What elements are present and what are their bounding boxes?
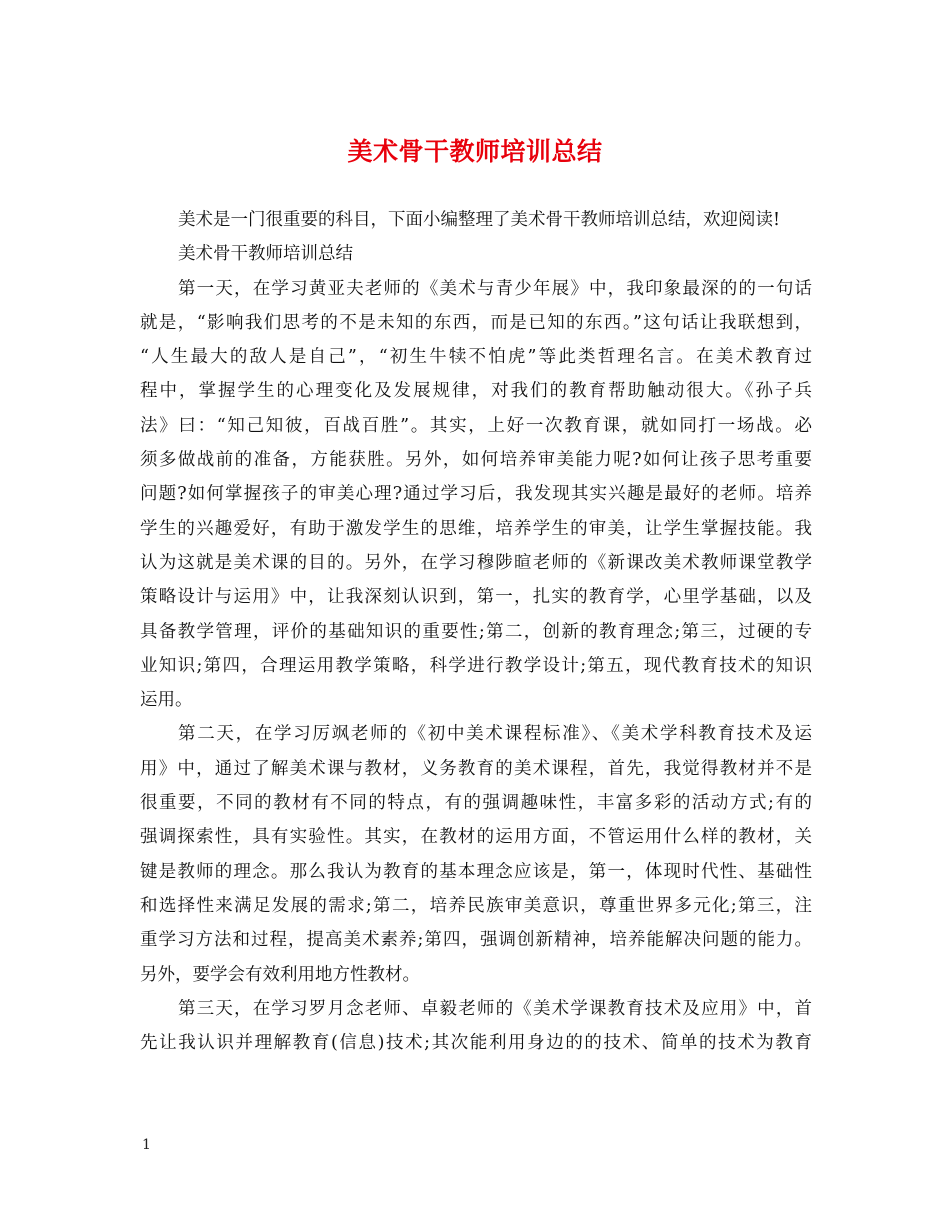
text-line: 认为这就是美术课的目的。另外，在学习穆陟暄老师的《新课改美术教师课堂教学 — [140, 552, 812, 573]
text-line: 和选择性来满足发展的需求;第二，培养民族审美意识，尊重世界多元化;第三，注 — [140, 895, 812, 916]
text-line: 很重要，不同的教材有不同的特点，有的强调趣味性，丰富多彩的活动方式;有的 — [140, 793, 812, 814]
text-line: 美术骨干教师培训总结 — [178, 244, 353, 265]
text-line: 具备教学管理，评价的基础知识的重要性;第二，创新的教育理念;第三，过硬的专 — [140, 621, 812, 642]
text-line: 美术是一门很重要的科目，下面小编整理了美术骨干教师培训总结，欢迎阅读! — [178, 210, 781, 230]
text-line: 强调探索性，具有实验性。其实，在教材的运用方面，不管运用什么样的教材，关 — [140, 827, 812, 848]
document-title: 美术骨干教师培训总结 — [347, 137, 603, 166]
text-line: 运用。 — [140, 690, 193, 711]
text-line: 先让我认识并理解教育(信息)技术;其次能利用身边的的技术、简单的技术为教育 — [140, 1033, 812, 1054]
text-line: 学生的兴趣爱好，有助于激发学生的思维，培养学生的审美，让学生掌握技能。我 — [140, 518, 812, 539]
text-line: 重学习方法和过程，提高美术素养;第四，强调创新精神，培养能解决问题的能力。 — [140, 930, 812, 951]
text-line: 就是，“影响我们思考的不是未知的东西，而是已知的东西。”这句话让我联想到， — [140, 312, 812, 333]
text-line: 问题?如何掌握孩子的审美心理?通过学习后，我发现其实兴趣是最好的老师。培养 — [140, 484, 812, 505]
page-number: 1 — [142, 1137, 151, 1153]
text-line: 策略设计与运用》中，让我深刻认识到，第一，扎实的教育学，心里学基础，以及 — [140, 587, 812, 608]
text-line: “人生最大的敌人是自己”，“初生牛犊不怕虎”等此类哲理名言。在美术教育过 — [140, 347, 812, 368]
text-line: 第二天，在学习厉飒老师的《初中美术课程标准》、《美术学科教育技术及运 — [178, 724, 812, 745]
text-line: 程中，掌握学生的心理变化及发展规律，对我们的教育帮助触动很大。《孙子兵 — [140, 381, 812, 402]
text-line: 键是教师的理念。那么我认为教育的基本理念应该是，第一，体现时代性、基础性 — [140, 861, 812, 882]
text-line: 须多做战前的准备，方能获胜。另外，如何培养审美能力呢?如何让孩子思考重要 — [140, 450, 812, 471]
document-body — [140, 203, 812, 1060]
text-line: 用》中，通过了解美术课与教材，义务教育的美术课程，首先，我觉得教材并不是 — [140, 758, 812, 779]
text-line: 第三天，在学习罗月念老师、卓毅老师的《美术学课教育技术及应用》中，首 — [178, 998, 812, 1019]
text-line: 第一天，在学习黄亚夫老师的《美术与青少年展》中，我印象最深的的一句话 — [178, 278, 812, 299]
text-line: 业知识;第四，合理运用教学策略，科学进行教学设计;第五，现代教育技术的知识 — [140, 655, 812, 676]
text-line: 另外，要学会有效利用地方性教材。 — [140, 964, 420, 985]
text-line: 法》曰：“知己知彼，百战百胜”。其实，上好一次教育课，就如同打一场战。必 — [140, 415, 812, 436]
